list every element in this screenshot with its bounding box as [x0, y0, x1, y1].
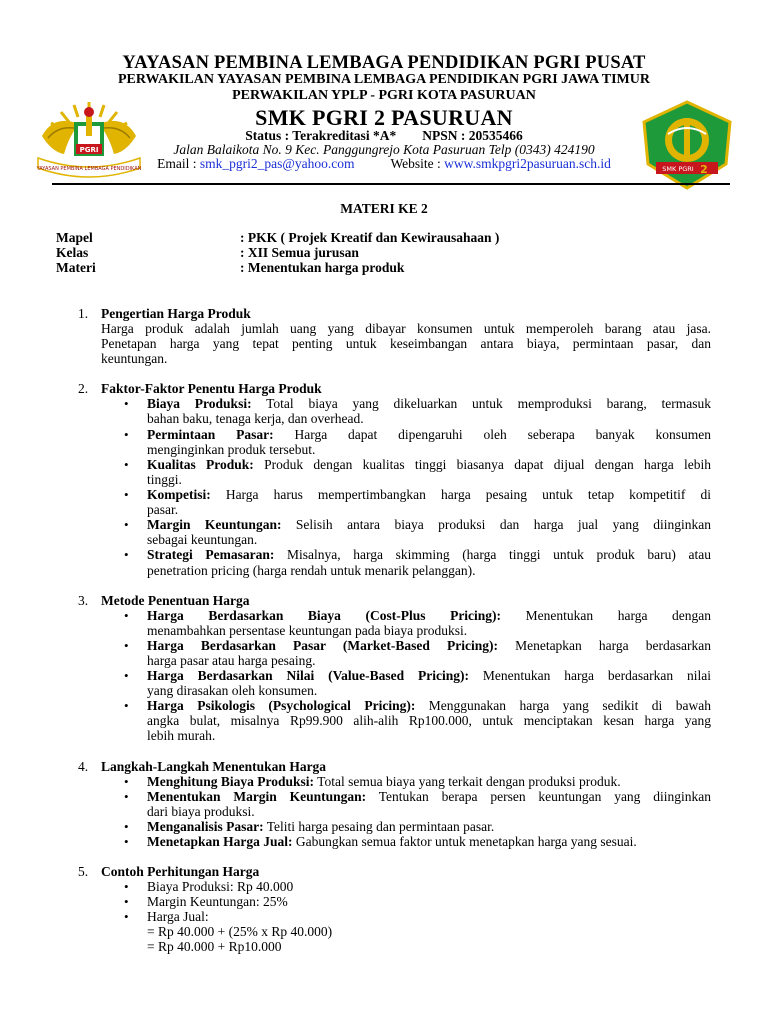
section-heading: Langkah-Langkah Menentukan Harga: [101, 759, 327, 774]
section-number: 5.: [78, 864, 89, 879]
section-heading: Metode Penentuan Harga: [101, 593, 250, 608]
regional-foundation-name: PERWAKILAN YAYASAN PEMBINA LEMBAGA PENDIDIKAN PGRI JAWA TIMUR: [118, 72, 650, 87]
list-item: Harga Berdasarkan Biaya (Cost-Plus Pricing): Menentukan harga dengan: [147, 608, 711, 623]
list-item: Margin Keuntungan: Selisih antara biaya produksi dan harga jual yang diinginkan: [147, 517, 711, 532]
list-item: Menghitung Biaya Produksi: Total semua biaya yang terkait dengan produksi produk.: [147, 774, 621, 789]
list-item: Strategi Pemasaran: Misalnya, harga skimming (harga tinggi untuk produk baru) atau: [147, 547, 711, 562]
school-address: Jalan Balaikota No. 9 Kec. Panggungrejo Kota Pasuruan Telp (0343) 424190: [173, 142, 595, 157]
school-name: SMK PGRI 2 PASURUAN: [255, 105, 513, 130]
calculation-line: = Rp 40.000 + (25% x Rp 40.000): [147, 924, 333, 939]
paragraph-line: keuntungan.: [101, 351, 168, 366]
npsn: NPSN : 20535466: [422, 128, 523, 143]
bullet-icon: •: [124, 638, 129, 653]
list-item: Harga Jual:: [147, 909, 209, 924]
list-item-continuation: harga pasar atau harga pesaing.: [147, 653, 316, 668]
bullet-icon: •: [124, 789, 129, 804]
list-item-continuation: sebagai keuntungan.: [147, 532, 258, 547]
meta-row-materi: Materi : Menentukan harga produk: [56, 260, 405, 275]
list-item-continuation: angka bulat, misalnya Rp99.900 alih-alih Rp100.000, untuk menciptakan kesan harga yang: [147, 713, 711, 728]
bullet-icon: •: [124, 487, 129, 502]
bullet-icon: •: [124, 774, 129, 789]
list-item-continuation: yang dirasakan oleh konsumen.: [147, 683, 318, 698]
section-number: 1.: [78, 306, 89, 321]
email-label: Email :: [157, 156, 200, 171]
list-item-continuation: lebih murah.: [147, 728, 216, 743]
svg-text:SMK PGRI: SMK PGRI: [662, 165, 694, 173]
section-heading: Pengertian Harga Produk: [101, 306, 251, 321]
bullet-icon: •: [124, 698, 129, 713]
list-item: Biaya Produksi: Total biaya yang dikeluarkan untuk memproduksi barang, termasuk: [147, 396, 711, 411]
document-title: MATERI KE 2: [340, 201, 428, 216]
bullet-icon: •: [124, 517, 129, 532]
bullet-icon: •: [124, 427, 129, 442]
calculation-line: = Rp 40.000 + Rp10.000: [147, 939, 282, 954]
bullet-icon: •: [124, 894, 129, 909]
svg-text:2: 2: [700, 163, 708, 176]
website-link[interactable]: www.smkpgri2pasuruan.sch.id: [444, 156, 611, 171]
section-number: 3.: [78, 593, 89, 608]
svg-text:PGRI: PGRI: [79, 146, 99, 154]
meta-row-mapel: Mapel : PKK ( Projek Kreatif dan Kewirausahaan ): [56, 230, 500, 245]
paragraph-line: Harga produk adalah jumlah uang yang dibayar konsumen untuk memperoleh barang atau jasa.: [101, 321, 711, 336]
city-foundation-name: PERWAKILAN YPLP - PGRI KOTA PASURUAN: [232, 88, 536, 103]
list-item-continuation: menambahkan persentase keuntungan pada biaya produksi.: [147, 623, 468, 638]
website-label: Website :: [390, 156, 445, 171]
bullet-icon: •: [124, 547, 129, 562]
section-number: 2.: [78, 381, 89, 396]
meta-row-kelas: Kelas : XII Semua jurusan: [56, 245, 359, 260]
list-item: Margin Keuntungan: 25%: [147, 894, 288, 909]
section-heading: Faktor-Faktor Penentu Harga Produk: [101, 381, 322, 396]
list-item: Harga Psikologis (Psychological Pricing): Menggunakan harga yang sedikit di bawah: [147, 698, 711, 713]
list-item: Kompetisi: Harga harus mempertimbangkan harga pesaing untuk tetap kompetitif di: [147, 487, 711, 502]
email-link[interactable]: smk_pgri2_pas@yahoo.com: [199, 156, 355, 171]
foundation-name: YAYASAN PEMBINA LEMBAGA PENDIDIKAN PGRI PUSAT: [122, 53, 646, 73]
bullet-icon: •: [124, 834, 129, 849]
list-item: Menganalisis Pasar: Teliti harga pesaing dan permintaan pasar.: [147, 819, 495, 834]
list-item: Permintaan Pasar: Harga dapat dipengaruhi oleh seberapa banyak konsumen: [147, 427, 711, 442]
bullet-icon: •: [124, 457, 129, 472]
section-number: 4.: [78, 759, 89, 774]
svg-text:YAYASAN PEMBINA LEMBAGA PENDID: YAYASAN PEMBINA LEMBAGA PENDIDIKAN: [36, 166, 142, 172]
bullet-icon: •: [124, 819, 129, 834]
letterhead-divider: [52, 183, 730, 185]
contact-line: [0, 156, 768, 172]
list-item: Harga Berdasarkan Nilai (Value-Based Pricing): Menentukan harga berdasarkan nilai: [147, 668, 711, 683]
list-item-continuation: menginginkan produk tersebut.: [147, 442, 316, 457]
list-item-continuation: pasar.: [147, 502, 179, 517]
list-item-continuation: bahan baku, tenaga kerja, dan overhead.: [147, 411, 364, 426]
bullet-icon: •: [124, 396, 129, 411]
list-item: Biaya Produksi: Rp 40.000: [147, 879, 294, 894]
list-item-continuation: dari biaya produksi.: [147, 804, 255, 819]
bullet-icon: •: [124, 879, 129, 894]
bullet-icon: •: [124, 909, 129, 924]
accreditation-status: Status : Terakreditasi *A*: [245, 128, 397, 143]
section-heading: Contoh Perhitungan Harga: [101, 864, 260, 879]
list-item: Kualitas Produk: Produk dengan kualitas tinggi biasanya dapat dijual dengan harga lebih: [147, 457, 711, 472]
paragraph-line: Penetapan harga yang tepat penting untuk keseimbangan antara biaya, permintaan pasar, dan: [101, 336, 711, 351]
list-item-continuation: penetration pricing (harga rendah untuk menarik pelanggan).: [147, 563, 476, 578]
bullet-icon: •: [124, 608, 129, 623]
list-item: Menentukan Margin Keuntungan: Tentukan berapa persen keuntungan yang diinginkan: [147, 789, 711, 804]
bullet-icon: •: [124, 668, 129, 683]
list-item: Menetapkan Harga Jual: Gabungkan semua faktor untuk menetapkan harga yang sesuai.: [147, 834, 637, 849]
list-item-continuation: tinggi.: [147, 472, 182, 487]
list-item: Harga Berdasarkan Pasar (Market-Based Pricing): Menetapkan harga berdasarkan: [147, 638, 711, 653]
